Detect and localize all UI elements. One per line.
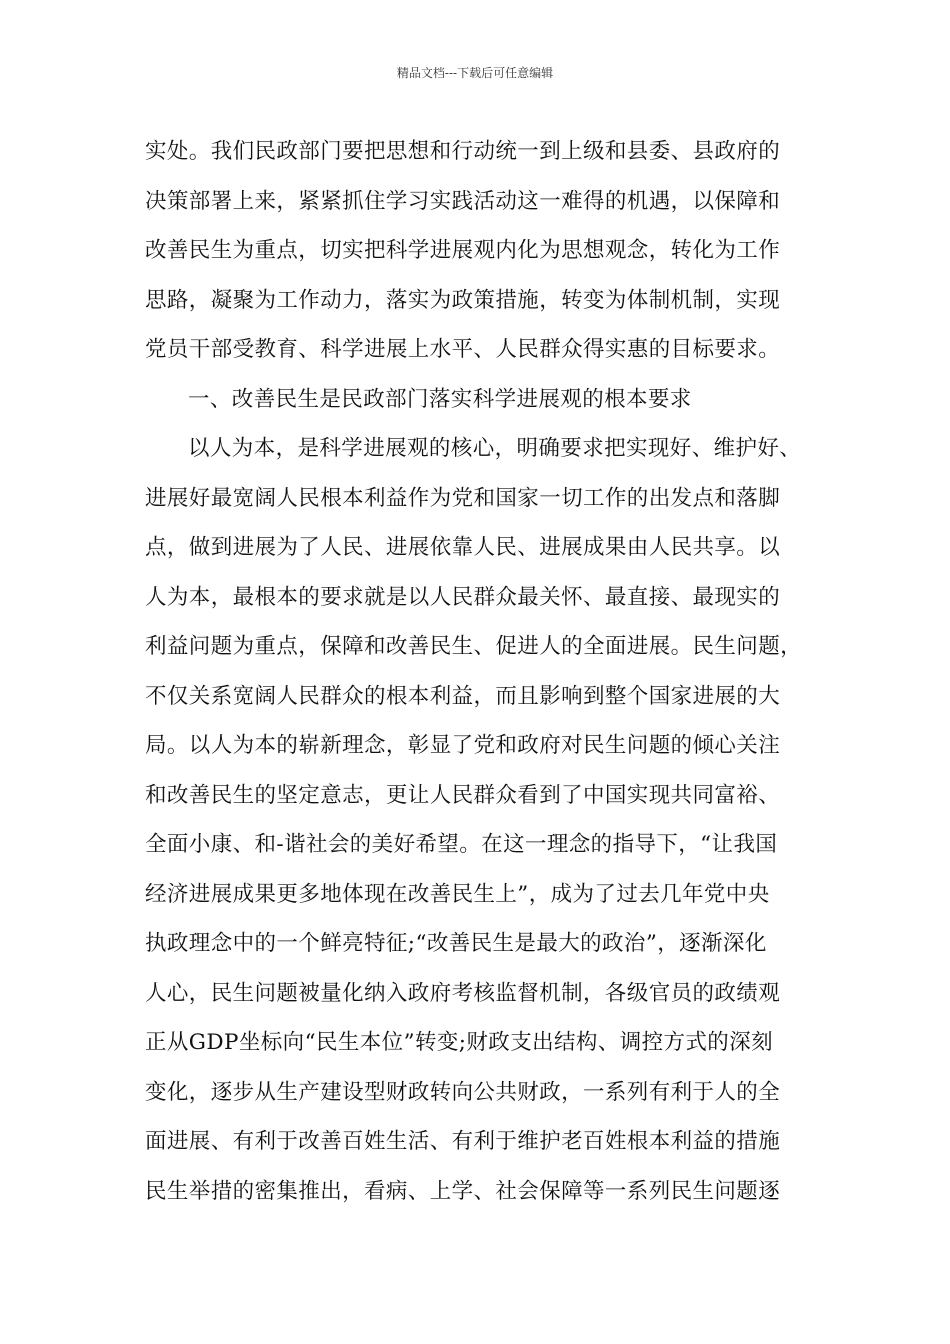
body-line: 实处。我们民政部门要把思想和行动统一到上级和县委、县政府的 xyxy=(145,139,781,164)
paragraph-first-line: 以人为本，是科学进展观的核心，明确要求把实现好、维护好、 xyxy=(188,436,802,461)
body-line: 局。以人为本的崭新理念，彰显了党和政府对民生问题的倾心关注 xyxy=(145,733,781,758)
body-line: 不仅关系宽阔人民群众的根本利益，而且影响到整个国家进展的大 xyxy=(145,683,781,709)
body-line: 决策部署上来，紧紧抓住学习实践活动这一难得的机遇，以保障和 xyxy=(145,188,781,214)
body-line: 全面小康、和-谐社会的美好希望。在这一理念的指导下，“让我国 xyxy=(145,832,778,857)
body-line: 进展好最宽阔人民根本利益作为党和国家一切工作的出发点和落脚 xyxy=(145,485,781,511)
section-heading: 一、改善民生是民政部门落实科学进展观的根本要求 xyxy=(188,386,692,412)
body-line: 民生举措的密集推出，看病、上学、社会保障等一系列民生问题逐 xyxy=(145,1178,781,1204)
body-line: 执政理念中的一个鲜亮特征;“改善民生是最大的政治”，逐渐深化 xyxy=(145,931,767,956)
body-line: 经济进展成果更多地体现在改善民生上”，成为了过去几年党中央 xyxy=(145,881,770,907)
body-line: 改善民生为重点，切实把科学进展观内化为思想观念，转化为工作 xyxy=(145,238,781,263)
body-line: 党员干部受教育、科学进展上水平、人民群众得实惠的目标要求。 xyxy=(145,337,781,362)
body-line: 点，做到进展为了人民、进展依靠人民、进展成果由人民共享。以 xyxy=(145,535,781,560)
document-body xyxy=(145,127,810,1216)
body-line: 面进展、有利于改善百姓生活、有利于维护老百姓根本利益的措施 xyxy=(145,1129,781,1154)
body-line: 和改善民生的坚定意志，更让人民群众看到了中国实现共同富裕、 xyxy=(145,782,781,808)
body-line: 人为本，最根本的要求就是以人民群众最关怀、最直接、最现实的 xyxy=(145,584,781,610)
body-line: 人心，民生问题被量化纳入政府考核监督机制，各级官员的政绩观 xyxy=(145,980,781,1006)
body-line: 利益问题为重点，保障和改善民生、促进人的全面进展。民生问题， xyxy=(145,634,803,659)
body-line: 思路，凝聚为工作动力，落实为政策措施，转变为体制机制，实现 xyxy=(145,287,781,313)
body-line: 正从GDP坐标向“民生本位”转变;财政支出结构、调控方式的深刻 xyxy=(145,1030,774,1055)
body-line: 变化，逐步从生产建设型财政转向公共财政，一系列有利于人的全 xyxy=(145,1079,781,1105)
page-header: 精品文档---下载后可任意编辑 xyxy=(396,66,554,80)
